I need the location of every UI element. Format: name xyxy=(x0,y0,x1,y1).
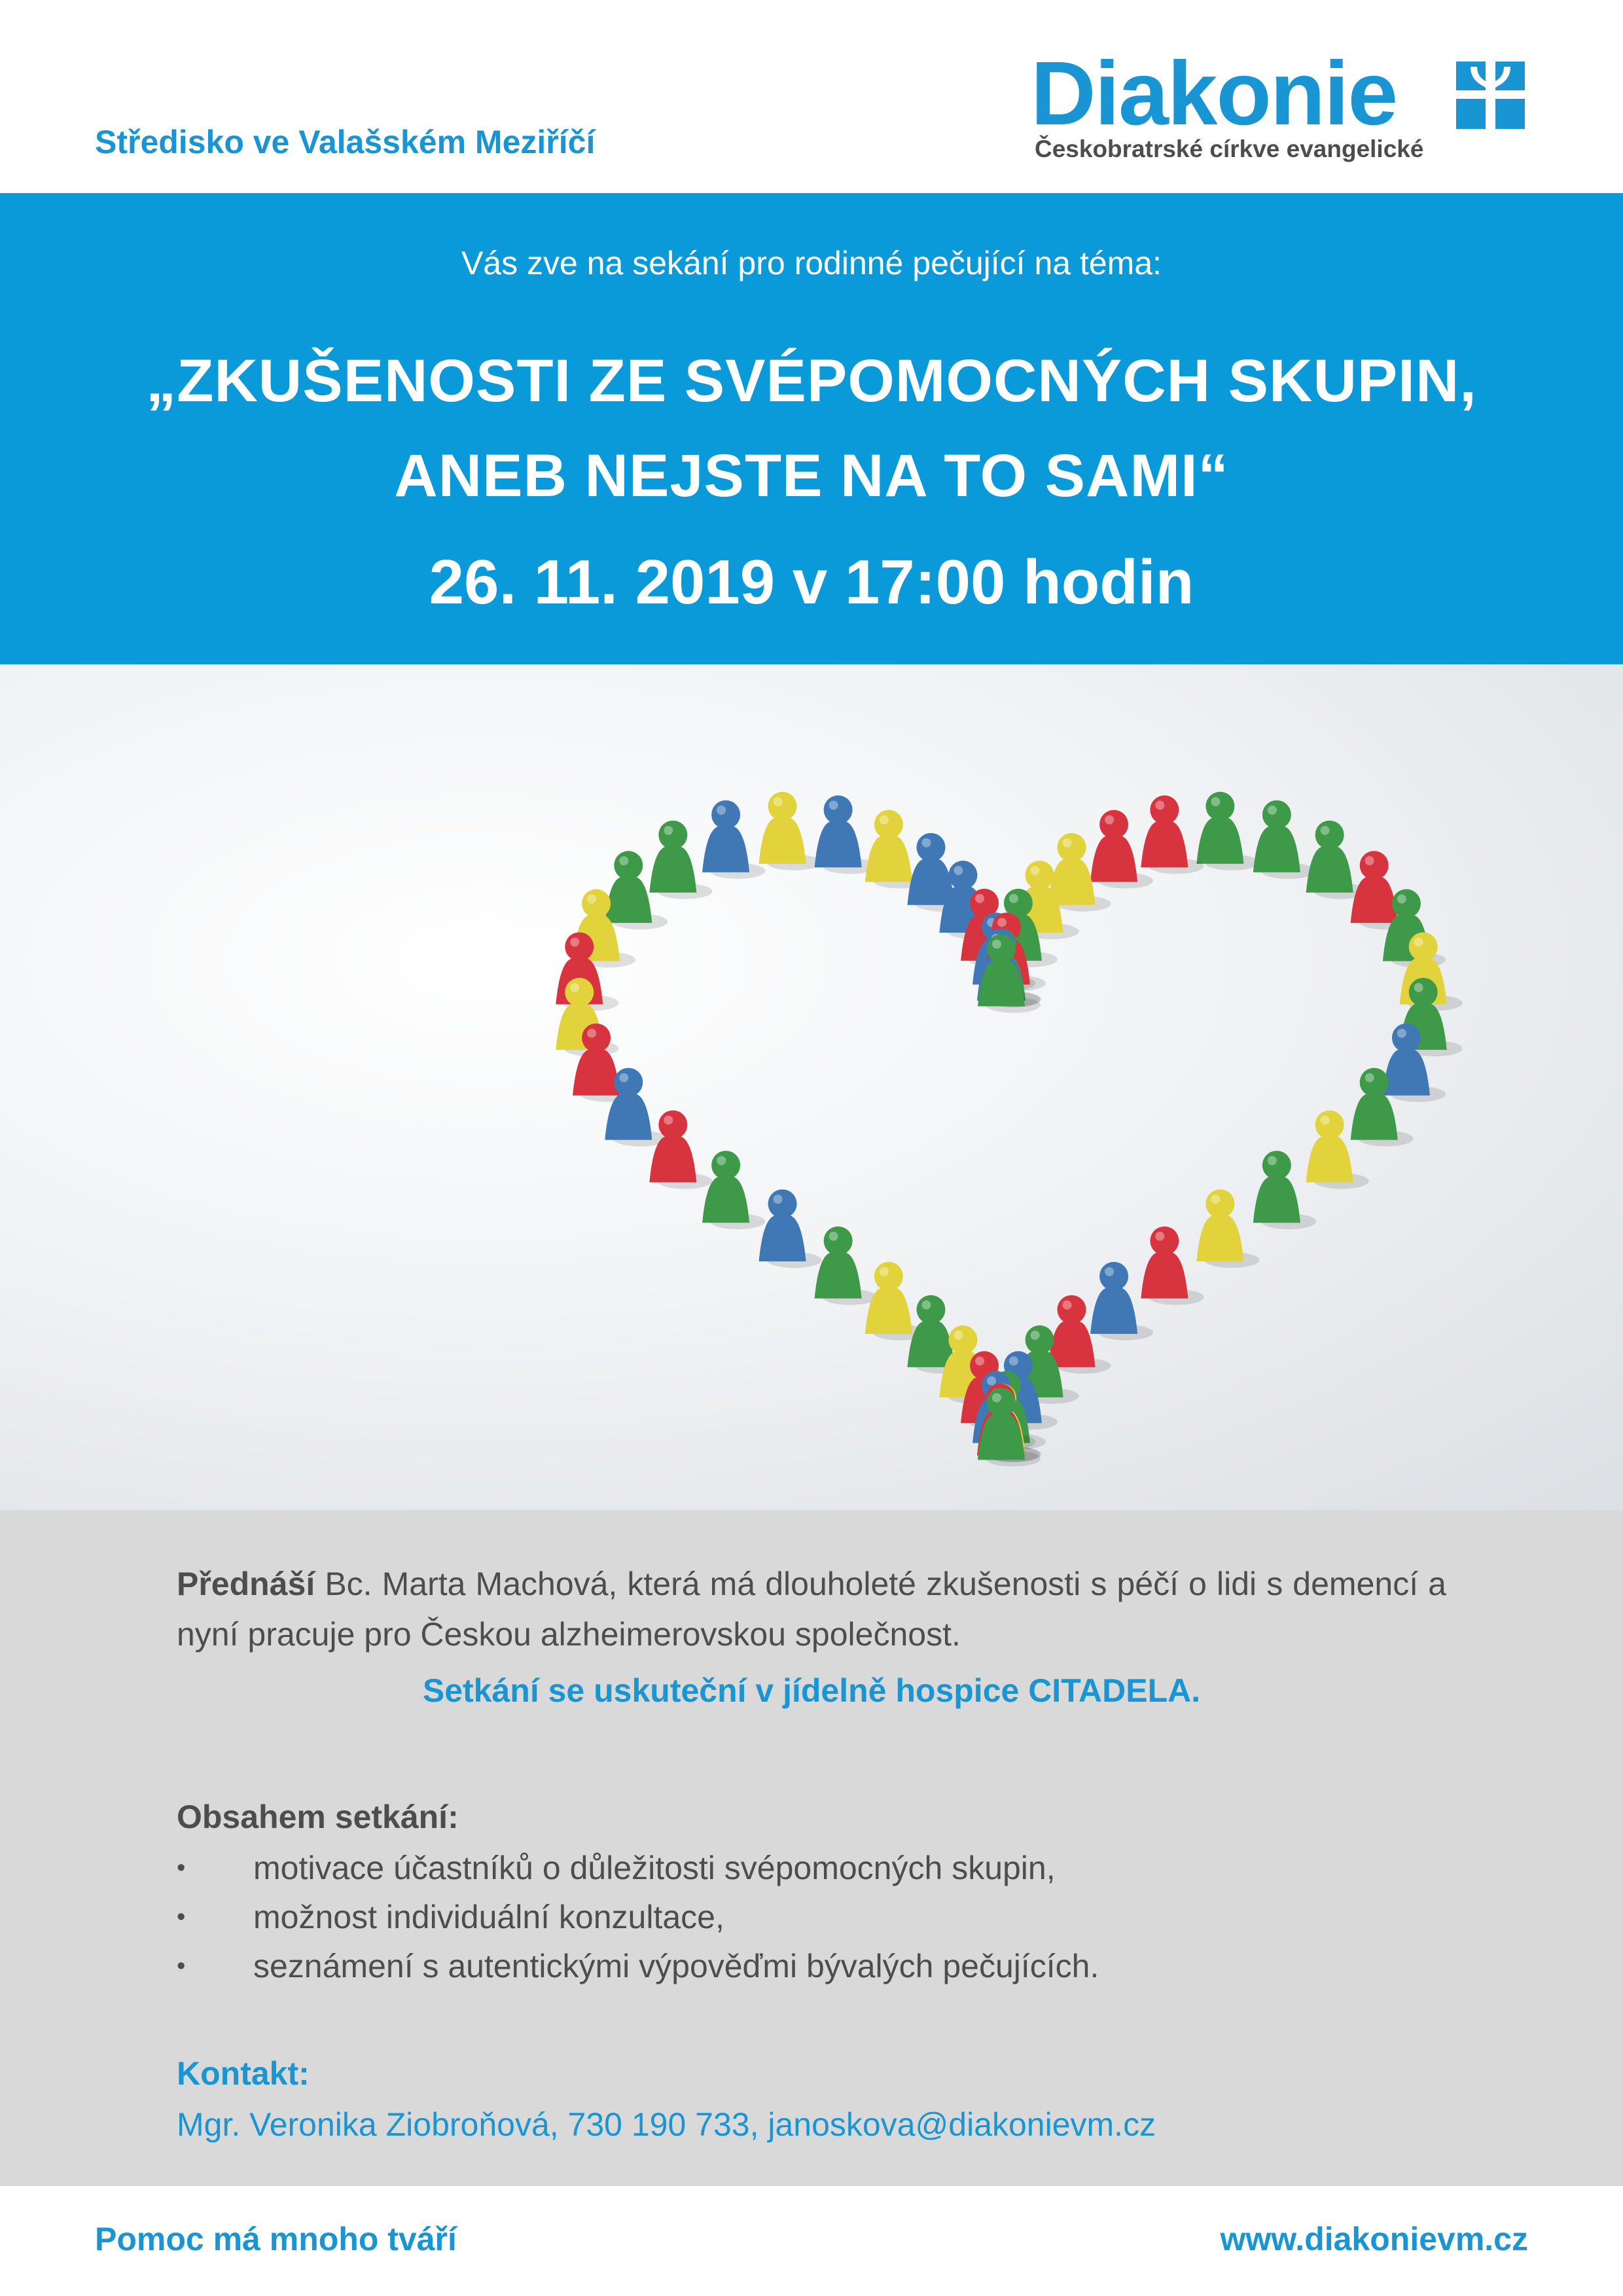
header xyxy=(0,0,1623,193)
pawn xyxy=(1196,1189,1259,1268)
pawn xyxy=(649,821,712,899)
org-unit-name: Středisko ve Valašském Meziříčí xyxy=(95,124,596,160)
invitation-banner xyxy=(0,193,1623,664)
invitation-line: Vás zve na sekání pro rodinné pečující na téma: xyxy=(461,245,1162,281)
event-date: 26. 11. 2019 v 17:00 hodin xyxy=(429,547,1194,617)
pawn-heart-illustration xyxy=(0,664,1623,1510)
speaker-paragraph xyxy=(177,1559,1446,1660)
list-item: • motivace účastníků o důležitosti svépomocných skupin, xyxy=(177,1844,1099,1893)
pawn xyxy=(1141,1227,1204,1305)
pawn xyxy=(1253,1151,1316,1229)
info-section xyxy=(0,1510,1623,2186)
pawn xyxy=(702,1151,765,1229)
cross-chalice-icon xyxy=(1456,62,1525,129)
content-list xyxy=(177,1844,1099,1991)
diakonie-logo[interactable] xyxy=(1031,43,1528,165)
website-link[interactable]: www.diakonievm.cz xyxy=(1220,2221,1528,2257)
contact-details[interactable]: Mgr. Veronika Ziobroňová, 730 190 733, janoskova@diakonievm.cz xyxy=(177,2106,1156,2143)
list-item: • seznámení s autentickými výpověďmi bývalých pečujících. xyxy=(177,1942,1099,1991)
event-title-line-2: ANEB NEJSTE NA TO SAMI“ xyxy=(394,442,1229,509)
heart-of-pawns-photo xyxy=(0,664,1623,1510)
slogan: Pomoc má mnoho tváří xyxy=(95,2221,457,2257)
pawn xyxy=(1253,800,1316,879)
venue-line: Setkání se uskuteční v jídelně hospice CITADELA. xyxy=(422,1672,1201,1709)
event-title-line-1: „ZKUŠENOSTI ZE SVÉPOMOCNÝCH SKUPIN, xyxy=(146,348,1477,414)
pawn xyxy=(1196,792,1259,870)
pawn xyxy=(759,792,822,870)
pawn xyxy=(605,1068,668,1147)
pawn xyxy=(1090,1262,1153,1340)
speaker-label: Přednáší xyxy=(177,1566,315,1602)
contact-heading: Kontakt: xyxy=(177,2055,310,2092)
pawn xyxy=(702,800,765,879)
logo-wordmark: Diakonie xyxy=(1031,43,1397,144)
list-item: • možnost individuální konzultace, xyxy=(177,1893,1099,1942)
pawn xyxy=(815,1227,878,1305)
pawn xyxy=(759,1189,822,1268)
pawn xyxy=(649,1110,712,1189)
content-heading: Obsahem setkání: xyxy=(177,1799,459,1835)
pawn xyxy=(1141,795,1204,874)
logo-subtitle: Českobratrské církve evangelické xyxy=(1035,135,1424,162)
footer xyxy=(0,2186,1623,2296)
speaker-text: Bc. Marta Machová, která má dlouholeté zkušenosti s péčí o lidi s demencí a nyní pracuje pro Českou alzheimerovskou společnost. xyxy=(177,1566,1446,1653)
